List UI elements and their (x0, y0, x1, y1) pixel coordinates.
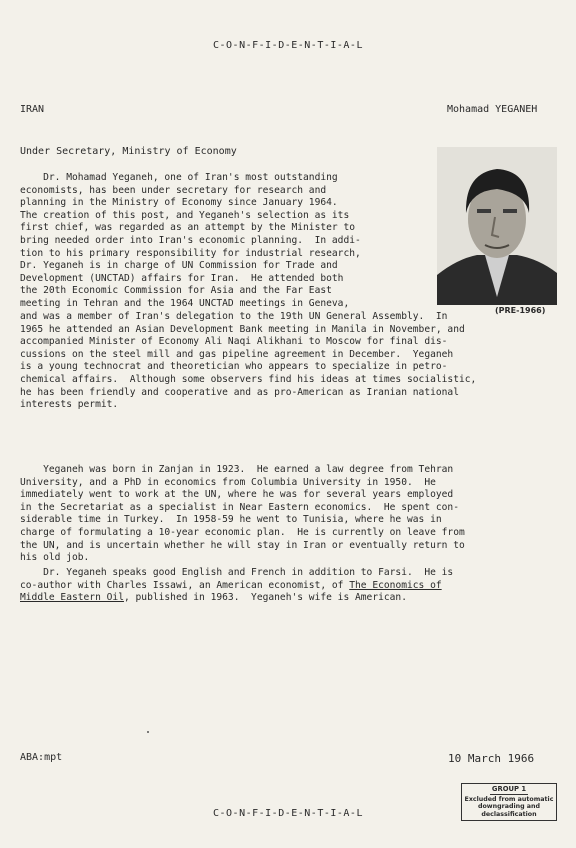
portrait-image (437, 147, 557, 305)
paragraph-2: Yeganeh was born in Zanjan in 1923. He earned a law degree from Tehran University, and a PhD in economics from Columbia University in 1950. He immediately went to work at the UN, where he was for several years employed in the Secretariat as a specialist in Near Eastern economics. He spent con- siderable time in Turkey. In 1958-59 he went to Tunisia, where he was in charge of formulating a 10-year economic plan. He is currently on leave from the UN, and is uncertain whether he will stay in Iran or eventually return to his old job. (20, 464, 465, 564)
paragraph-1-full: and was a member of Iran's delegation to the 19th UN General Assembly. In 1965 he attended an Asian Development Bank meeting in Manila in November, and accompanied Minister of Economy Ali Naqi Alikhani to Moscow for final dis- cussions on the steel mill and gas pipeline agreement in December. Yeganeh is a young technocrat and theoretician who appears to specialize in petro- chemical affairs. Although some observers find his ideas at times socialistic, he has been friendly and cooperative and as pro-American as Iranian national interests permit. (20, 311, 477, 411)
classification-header: C-O-N-F-I-D-E-N-T-I-A-L (213, 40, 363, 51)
stamp-line-3: declassification (481, 810, 537, 818)
stamp-heading: GROUP 1 (491, 785, 527, 793)
document-date: 10 March 1966 (448, 752, 535, 765)
subject-photo (437, 147, 557, 305)
stray-mark (147, 731, 149, 733)
typist-initials: ABA:mpt (20, 752, 63, 763)
paragraph-1-wrapped: Dr. Mohamad Yeganeh, one of Iran's most outstanding economists, has been under secretary for research and planning in the Ministry of Economy since January 1964. The creation of this post, and Yeganeh's selection as its first chief, was regarded as an attempt by the Minister to bring needed order into Iran's economic planning. In addi- tion to his primary responsibility for industrial research, Dr. Yeganeh is in charge of UN Commission for Trade and Development (UNCTAD) affairs for Iran. He attended both the 20th Economic Commission for Asia and the Far East meeting in Tehran and the 1964 UNCTAD meetings in Geneva, (20, 172, 361, 309)
photo-caption: (PRE-1966) (495, 306, 546, 315)
subject-position: Under Secretary, Ministry of Economy (20, 146, 237, 157)
stamp-line-1: Excluded from automatic (464, 795, 554, 803)
subject-name: Mohamad YEGANEH (447, 104, 538, 115)
book-title-part-1: The Economics of (349, 579, 442, 591)
paragraph-3-text: Dr. Yeganeh speaks good English and French in addition to Farsi. He is co-author with Charles Issawi, an American economist, of (20, 567, 454, 591)
paragraph-3-tail: , published in 1963. Yeganeh's wife is American. (123, 592, 407, 604)
stamp-line-2: downgrading and (477, 803, 541, 810)
book-title-part-2: Middle Eastern Oil (20, 592, 124, 604)
country-label: IRAN (20, 104, 45, 115)
classification-footer: C-O-N-F-I-D-E-N-T-I-A-L (213, 808, 363, 819)
paragraph-3 (20, 567, 453, 605)
